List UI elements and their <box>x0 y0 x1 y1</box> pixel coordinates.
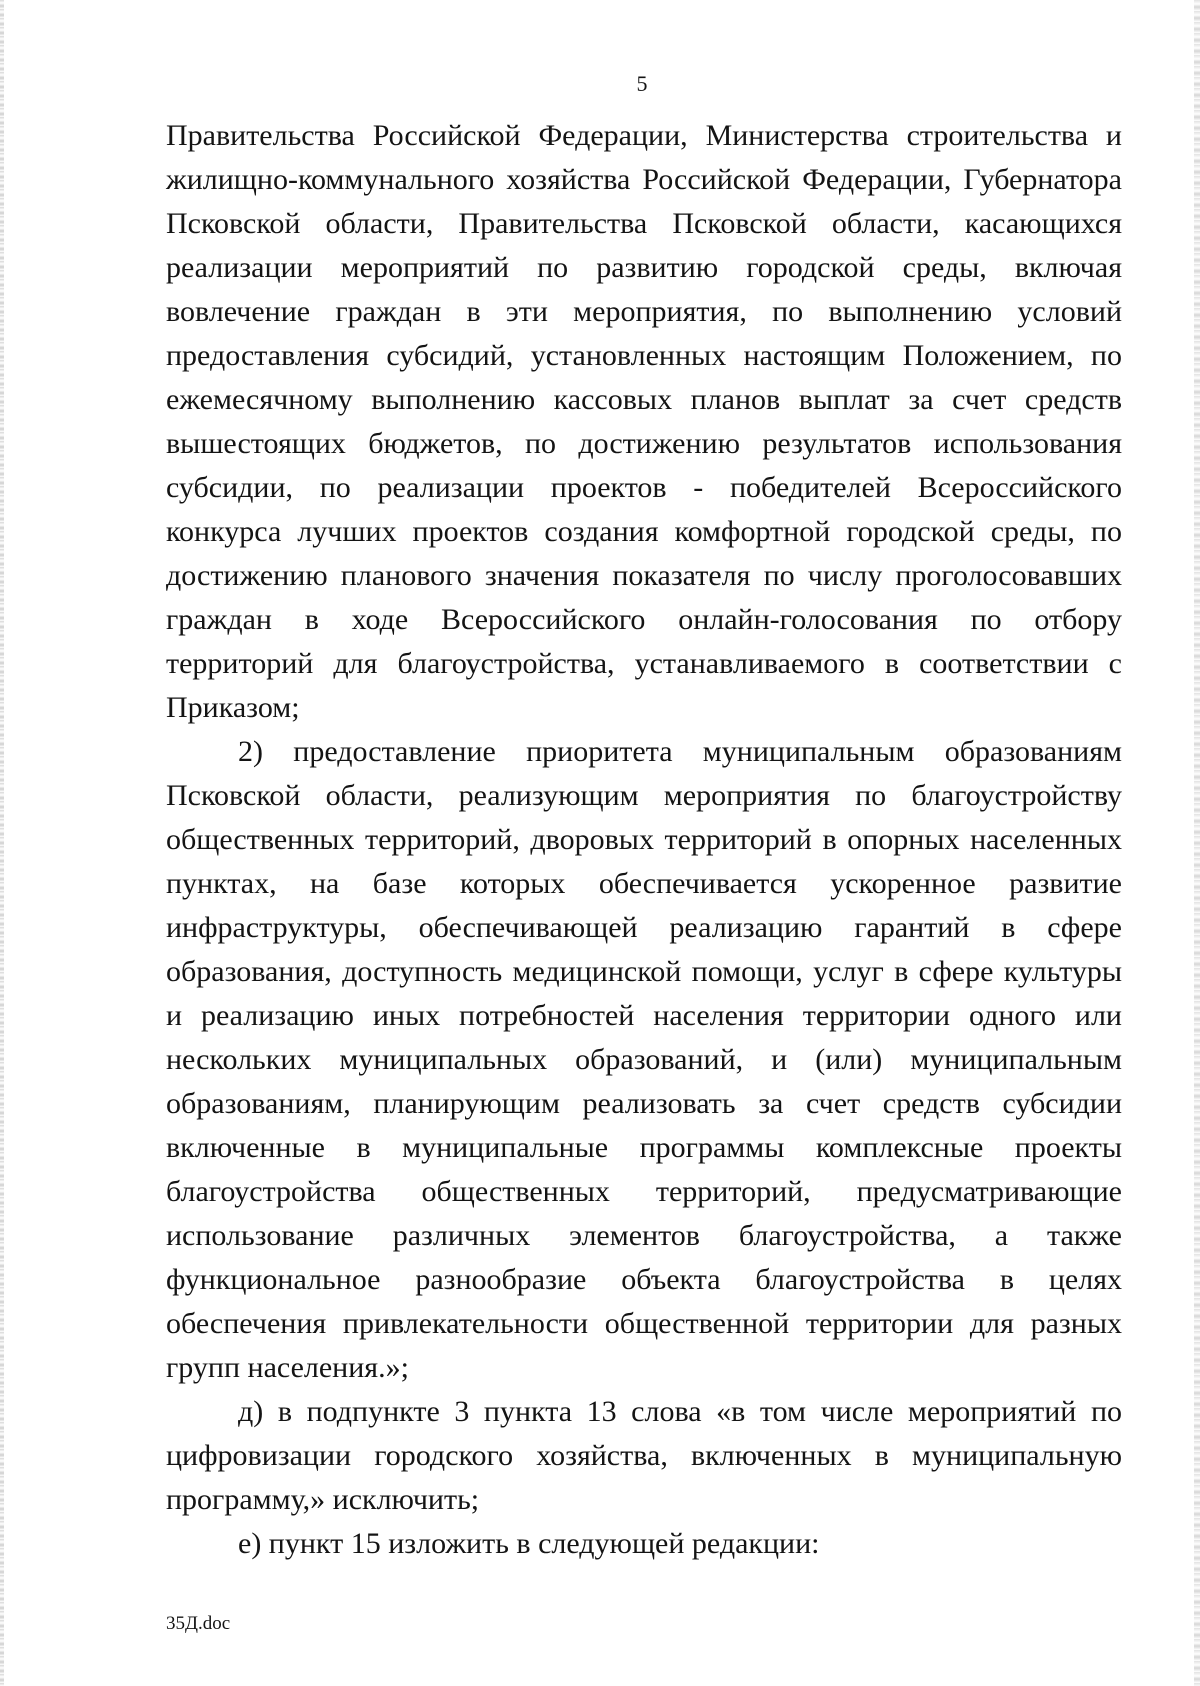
footer-filename: 35Д.doc <box>166 1613 231 1634</box>
paragraph-item-e: е) пункт 15 изложить в следующей редакции: <box>238 1527 820 1560</box>
document-body <box>166 114 1122 1566</box>
paragraph-item-d: д) в подпункте 3 пункта 13 слова «в том числе мероприятий по цифровизации городского хозяйства, включенных в муниципальную программу,» исключить; <box>166 1395 1122 1516</box>
paragraph-continuation: Правительства Российской Федерации, Министерства строительства и жилищно-коммунального хозяйства Российской Федерации, Губернатора Псковской области, Правительства Псковской области, касающихся реализации мероприятий по развитию городской среды, включая вовлечение граждан в эти мероприятия, по выполнению условий предоставления субсидий, установленных настоящим Положением, по ежемесячному выполнению кассовых планов выплат за счет средств вышестоящих бюджетов, по достижению результатов использования субсидии, по реализации проектов - победителей Всероссийского конкурса лучших проектов создания комфортной городской среды, по достижению планового значения показателя по числу проголосовавших граждан в ходе Всероссийского онлайн-голосования по отбору территорий для благоустройства, устанавливаемого в соответствии с Приказом; <box>166 119 1122 724</box>
scan-edge-right <box>1194 0 1200 1686</box>
scan-edge-left <box>0 0 4 1686</box>
page-number: 5 <box>636 71 648 96</box>
paragraph-item-2: 2) предоставление приоритета муниципальным образованиям Псковской области, реализующим мероприятия по благоустройству общественных территорий, дворовых территорий в опорных населенных пунктах, на базе которых обеспечивается ускоренное развитие инфраструктуры, обеспечивающей реализацию гарантий в сфере образования, доступность медицинской помощи, услуг в сфере культуры и реализацию иных потребностей населения территории одного или нескольких муниципальных образований, и (или) муниципальным образованиям, планирующим реализовать за счет средств субсидии включенные в муниципальные программы комплексные проекты благоустройства общественных территорий, предусматривающие использование различных элементов благоустройства, а также функциональное разнообразие объекта благоустройства в целях обеспечения привлекательности общественной территории для разных групп населения.»; <box>166 735 1122 1384</box>
